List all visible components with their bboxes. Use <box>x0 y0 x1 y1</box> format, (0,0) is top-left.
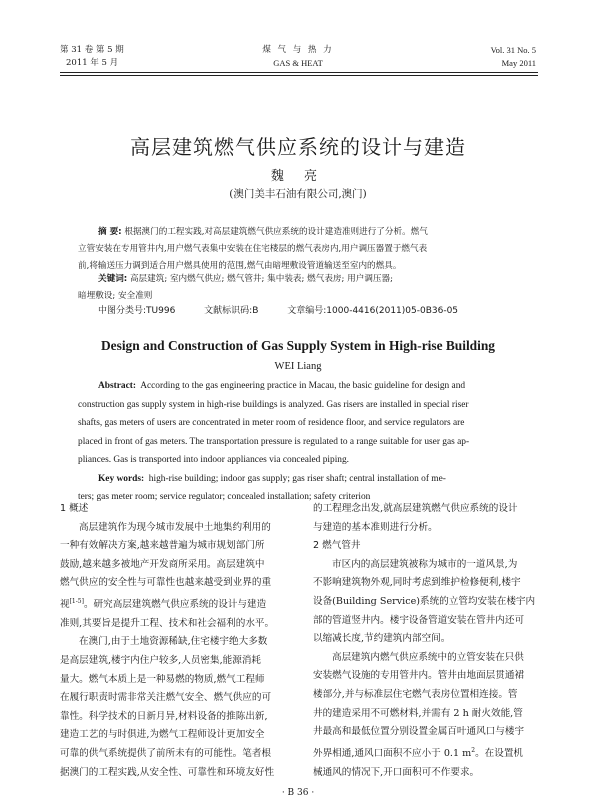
abstract-en-line: shafts, gas meters of users are concentrated in meter room of residence floor, and service regulators are <box>78 418 465 428</box>
body-line: 建造工艺的与时俱进,为燃气工程师设计更加安全 <box>60 729 265 741</box>
body-line: 在澳门,由于土地资源稀缺,住宅楼宇绝大多数 <box>79 636 268 648</box>
section-heading-shaft: 2 燃气管井 <box>313 540 361 552</box>
body-text: 视 <box>60 599 70 611</box>
classification-line <box>98 303 458 316</box>
body-line: 楼部分,并与标准层住宅燃气表房位置相连接。管 <box>313 688 518 700</box>
abstract-cn-line: 前,将输送压力调到适合用户燃具使用的范围,燃气由暗埋敷设管道输送至室内的燃具。 <box>78 261 402 271</box>
body-line: 市区内的高层建筑被称为城市的一道风景,为 <box>332 558 518 570</box>
body-line: 靠性。科学技术的日新月异,材料设备的推陈出新, <box>60 710 268 722</box>
english-title: Design and Construction of Gas Supply System in High-rise Building <box>101 338 495 353</box>
abstract-cn-text: 根据澳门的工程实践,对高层建筑燃气供应系统的设计建造准则进行了分析。燃气 <box>124 227 428 237</box>
body-line: 部的管道竖井内。楼宇设备管道安装在管井内还可 <box>313 614 525 626</box>
keywords-cn-line: 暗埋敷设; 安全准则 <box>78 291 153 301</box>
abstract-en-line: pliances. Gas is transported into indoor appliances via concealed piping. <box>78 455 350 465</box>
body-line <box>60 593 285 615</box>
abstract-cn-label: 摘 要: <box>98 227 122 237</box>
unit-superscript: 2 <box>471 746 476 754</box>
volume-issue-text: 第 31 卷 第 5 期 <box>60 45 124 55</box>
body-line: 井最高和最低位置分别设置金属百叶通风口与楼宇 <box>313 726 525 738</box>
abstract-en-label: Abstract: <box>98 381 137 391</box>
keywords-cn-label: 关键词: <box>98 274 128 284</box>
body-line: 设备(Building Service)系统的立管均安装在楼宇内 <box>313 595 536 607</box>
journal-name-cn: 煤 气 与 热 力 <box>262 45 334 55</box>
header-rule-top <box>60 72 538 73</box>
keywords-en-line: ters; gas meter room; service regulator; concealed installation; safety criterion <box>78 492 371 502</box>
body-line: 安装燃气设施的专用管井内。管井由地面层贯通裙 <box>313 670 525 682</box>
body-text: 。在设置机 <box>475 747 524 759</box>
keywords-cn <box>78 271 518 305</box>
body-line: 量大。燃气本质上是一种易燃的物质,燃气工程师 <box>60 673 265 685</box>
document-code: 文献标识码:B <box>204 306 259 316</box>
paper-title: 高层建筑燃气供应系统的设计与建造 <box>130 135 466 159</box>
abstract-cn <box>78 224 518 275</box>
body-text: 。研究高层建筑燃气供应系统的设计与建造 <box>83 599 267 611</box>
citation-ref: [1-5] <box>69 597 84 605</box>
article-number: 文章编号:1000-4416(2011)05-0B36-05 <box>287 306 459 316</box>
body-line: 是高层建筑,楼宇内住户较多,人员密集,能源消耗 <box>60 654 262 666</box>
body-line: 高层建筑作为现今城市发展中土地集约利用的 <box>79 521 271 533</box>
date-en-text: May 2011 <box>501 58 536 68</box>
page-number: · B 36 · <box>281 788 315 798</box>
keywords-cn-line <box>78 271 518 288</box>
english-author: WEI Liang <box>274 361 322 372</box>
keywords-en-text: high-rise building; indoor gas supply; gas riser shaft; central installation of me- <box>148 473 446 484</box>
body-line: 可靠的供气系统提供了前所未有的可能性。笔者根 <box>60 747 272 759</box>
issue-date-text: 2011 年 5 月 <box>66 58 119 68</box>
abstract-cn-line: 立管安装在专用管井内,用户燃气表集中安装在住宅楼层的燃气表房内,用户调压器置于燃气表 <box>78 244 428 254</box>
keywords-en-label: Key words: <box>98 473 145 484</box>
volume-en-text: Vol. 31 No. 5 <box>490 45 536 55</box>
body-line: 鼓励,越来越多被地产开发商所采用。高层建筑中 <box>60 558 265 570</box>
keywords-en-line <box>78 470 518 489</box>
body-line: 的工程理念出发,就高层建筑燃气供应系统的设计 <box>313 503 518 514</box>
section-heading-intro: 1 概述 <box>60 503 89 514</box>
body-line: 高层建筑内燃气供应系统中的立管安装在只供 <box>332 651 524 663</box>
body-line: 燃气供应的安全性与可靠性也越来越受到业界的重 <box>60 577 272 589</box>
body-line: 不影响建筑物外观,同时考虑到维护检修便利,楼宇 <box>313 577 521 589</box>
body-left-column <box>60 500 285 782</box>
body-line: 据澳门的工程实践,从安全性、可靠性和环境友好性 <box>60 766 275 778</box>
body-line: 准则,其要旨是提升工程、技术和社会福利的水平。 <box>60 617 275 629</box>
abstract-en-text: According to the gas engineering practice in Macau, the basic guideline for design and <box>140 381 466 391</box>
body-line: 井的建造采用不可燃材料,并需有 2 h 耐火效能,管 <box>313 707 523 719</box>
abstract-en <box>78 377 518 507</box>
journal-volume-en <box>491 44 536 70</box>
body-line <box>313 742 538 764</box>
abstract-cn-line <box>78 224 518 241</box>
abstract-en-line <box>78 377 518 396</box>
body-line: 与建造的基本准则进行分析。 <box>313 521 438 533</box>
header-rule-bottom <box>60 75 538 76</box>
body-line: 以缩减长度,节约建筑内部空间。 <box>313 633 451 645</box>
body-line: 械通风的情况下,开口面积可不作要求。 <box>313 766 480 778</box>
journal-name-en: GAS & HEAT <box>273 58 323 68</box>
clc-number: 中图分类号:TU996 <box>98 306 176 316</box>
paper-author: 魏 亮 <box>270 169 326 184</box>
abstract-en-line: construction gas supply system in high-rise buildings is analyzed. Gas risers are installed in special riser <box>78 399 469 410</box>
abstract-en-line: placed in front of gas meters. The transportation pressure is regulated to a range suitable for user gas ap- <box>78 436 470 447</box>
body-line: 在履行职责时需非常关注燃气安全、燃气供应的可 <box>60 692 272 704</box>
keywords-cn-text: 高层建筑; 室内燃气供应; 燃气管井; 集中装表; 燃气表房; 用户调压器; <box>129 274 394 284</box>
body-text: 外界相通,通风口面积不应小于 0.1 m <box>313 747 472 759</box>
body-right-column <box>313 500 538 782</box>
body-line: 一种有效解决方案,越来越普遍为城市规划部门所 <box>60 540 265 552</box>
author-affiliation: (澳门美丰石油有限公司,澳门) <box>229 188 367 200</box>
